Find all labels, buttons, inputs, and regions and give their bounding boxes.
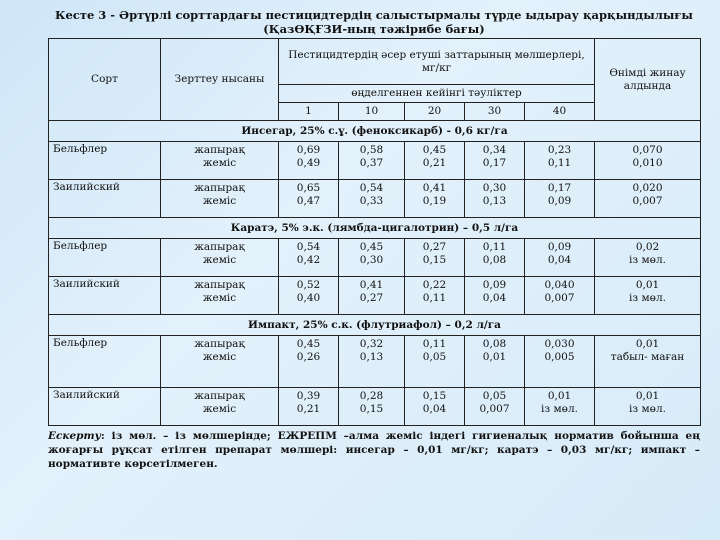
object-cell <box>161 336 279 388</box>
col-object-header: Зерттеу нысаны <box>161 39 279 121</box>
day-value-cell <box>339 388 405 426</box>
pesticide-group-label: Инсегар, 25% с.ұ. (феноксикарб) - 0,6 кг/га <box>49 121 701 142</box>
fruit-value: 0,15 <box>422 254 447 266</box>
day-header: 30 <box>465 103 525 121</box>
day-value-cell <box>279 336 339 388</box>
day-header: 40 <box>525 103 595 121</box>
leaf-value: 0,11 <box>422 338 447 350</box>
leaf-value: 0,070 <box>632 144 663 156</box>
day-value-cell <box>465 239 525 277</box>
leaf-value: 0,08 <box>482 338 507 350</box>
harvest-value-cell <box>595 142 701 180</box>
day-value-cell <box>339 277 405 315</box>
leaf-value: 0,01 <box>635 279 660 291</box>
object-leaf: жапырақ <box>194 390 245 402</box>
fruit-value: 0,11 <box>422 292 447 304</box>
fruit-value: 0,007 <box>632 195 663 207</box>
fruit-value: 0,21 <box>422 157 447 169</box>
day-value-cell <box>405 142 465 180</box>
object-fruit: жеміс <box>202 254 237 266</box>
pesticide-group-label: Каратэ, 5% э.к. (лямбда-цигалотрин) – 0,5 л/га <box>49 218 701 239</box>
fruit-value: 0,007 <box>544 292 575 304</box>
fruit-value: 0,26 <box>296 351 321 363</box>
fruit-value: 0,27 <box>359 292 384 304</box>
day-value-cell <box>405 388 465 426</box>
object-leaf: жапырақ <box>194 182 245 194</box>
day-value-cell <box>279 388 339 426</box>
fruit-value: 0,33 <box>359 195 384 207</box>
leaf-value: 0,05 <box>482 390 507 402</box>
table-row <box>49 336 701 388</box>
sort-name: Бельфлер <box>49 336 161 388</box>
fruit-value: 0,04 <box>482 292 507 304</box>
leaf-value: 0,39 <box>296 390 321 402</box>
day-value-cell <box>465 180 525 218</box>
leaf-value: 0,11 <box>482 241 507 253</box>
day-value-cell <box>405 277 465 315</box>
fruit-value: із мөл. <box>629 254 666 266</box>
leaf-value: 0,09 <box>547 241 572 253</box>
leaf-value: 0,28 <box>359 390 384 402</box>
col-harvest-header: Өнімді жинау алдында <box>595 39 701 121</box>
fruit-value: 0,005 <box>544 351 575 363</box>
day-header: 10 <box>339 103 405 121</box>
day-value-cell <box>279 277 339 315</box>
leaf-value: 0,32 <box>359 338 384 350</box>
leaf-value: 0,01 <box>547 390 572 402</box>
fruit-value: 0,01 <box>482 351 507 363</box>
leaf-value: 0,01 <box>635 338 660 350</box>
leaf-value: 0,02 <box>635 241 660 253</box>
footnote <box>48 429 700 471</box>
document-page <box>48 8 700 538</box>
fruit-value: 0,05 <box>422 351 447 363</box>
harvest-value-cell <box>595 277 701 315</box>
day-value-cell <box>339 142 405 180</box>
table-row <box>49 388 701 426</box>
harvest-value-cell <box>595 388 701 426</box>
day-value-cell <box>405 239 465 277</box>
fruit-value: 0,17 <box>482 157 507 169</box>
leaf-value: 0,27 <box>422 241 447 253</box>
leaf-value: 0,030 <box>544 338 575 350</box>
fruit-value: 0,11 <box>547 157 572 169</box>
day-value-cell <box>465 277 525 315</box>
day-value-cell <box>279 142 339 180</box>
leaf-value: 0,040 <box>544 279 575 291</box>
leaf-value: 0,45 <box>359 241 384 253</box>
table-row <box>49 142 701 180</box>
pesticide-table <box>48 38 701 426</box>
table-row <box>49 239 701 277</box>
day-value-cell <box>279 180 339 218</box>
fruit-value: 0,47 <box>296 195 321 207</box>
fruit-value: 0,19 <box>422 195 447 207</box>
fruit-value: 0,21 <box>296 403 321 415</box>
sort-name: Заилийский <box>49 388 161 426</box>
leaf-value: 0,020 <box>632 182 663 194</box>
leaf-value: 0,15 <box>422 390 447 402</box>
caption-line-2: (ҚазӨҚҒЗИ-ның тәжірибе бағы) <box>263 22 485 36</box>
object-fruit: жеміс <box>202 292 237 304</box>
fruit-value: 0,30 <box>359 254 384 266</box>
fruit-value: 0,007 <box>479 403 510 415</box>
leaf-value: 0,65 <box>296 182 321 194</box>
pesticide-group-label: Импакт, 25% с.к. (флутриафол) – 0,2 л/га <box>49 315 701 336</box>
fruit-value: табыл- маған <box>610 351 685 363</box>
fruit-value: 0,010 <box>632 157 663 169</box>
harvest-value-cell <box>595 180 701 218</box>
day-value-cell <box>279 239 339 277</box>
object-fruit: жеміс <box>202 403 237 415</box>
day-value-cell <box>525 336 595 388</box>
fruit-value: 0,49 <box>296 157 321 169</box>
object-fruit: жеміс <box>202 195 237 207</box>
day-value-cell <box>525 142 595 180</box>
col-sort-header: Сорт <box>49 39 161 121</box>
leaf-value: 0,52 <box>296 279 321 291</box>
sort-name: Бельфлер <box>49 142 161 180</box>
fruit-value: 0,40 <box>296 292 321 304</box>
caption-line-1: Кесте 3 - Әртүрлі сорттардағы пестицидтердің салыстырмалы түрде ыдырау қарқындылығы <box>55 8 693 22</box>
leaf-value: 0,09 <box>482 279 507 291</box>
leaf-value: 0,17 <box>547 182 572 194</box>
day-value-cell <box>339 239 405 277</box>
day-value-cell <box>339 180 405 218</box>
fruit-value: 0,04 <box>422 403 447 415</box>
leaf-value: 0,45 <box>296 338 321 350</box>
day-value-cell <box>465 142 525 180</box>
col-days-header: өңделгеннен кейінгі тәуліктер <box>279 85 595 103</box>
leaf-value: 0,41 <box>359 279 384 291</box>
object-leaf: жапырақ <box>194 144 245 156</box>
object-leaf: жапырақ <box>194 338 245 350</box>
day-value-cell <box>525 277 595 315</box>
leaf-value: 0,45 <box>422 144 447 156</box>
sort-name: Бельфлер <box>49 239 161 277</box>
footnote-label: Ескерту <box>48 430 101 442</box>
day-value-cell <box>525 239 595 277</box>
table-row <box>49 180 701 218</box>
leaf-value: 0,69 <box>296 144 321 156</box>
leaf-value: 0,58 <box>359 144 384 156</box>
object-fruit: жеміс <box>202 351 237 363</box>
table-caption <box>48 8 700 36</box>
fruit-value: 0,13 <box>359 351 384 363</box>
day-value-cell <box>525 388 595 426</box>
fruit-value: 0,09 <box>547 195 572 207</box>
fruit-value: із мөл. <box>629 403 666 415</box>
sort-name: Заилийский <box>49 277 161 315</box>
day-value-cell <box>339 336 405 388</box>
harvest-value-cell <box>595 239 701 277</box>
leaf-value: 0,23 <box>547 144 572 156</box>
fruit-value: 0,04 <box>547 254 572 266</box>
object-cell <box>161 239 279 277</box>
leaf-value: 0,22 <box>422 279 447 291</box>
leaf-value: 0,54 <box>296 241 321 253</box>
day-header: 1 <box>279 103 339 121</box>
day-value-cell <box>465 336 525 388</box>
object-cell <box>161 388 279 426</box>
fruit-value: 0,15 <box>359 403 384 415</box>
leaf-value: 0,30 <box>482 182 507 194</box>
leaf-value: 0,34 <box>482 144 507 156</box>
object-cell <box>161 277 279 315</box>
object-cell <box>161 142 279 180</box>
fruit-value: із мөл. <box>629 292 666 304</box>
table-row <box>49 277 701 315</box>
fruit-value: 0,37 <box>359 157 384 169</box>
fruit-value: 0,13 <box>482 195 507 207</box>
day-value-cell <box>405 180 465 218</box>
leaf-value: 0,54 <box>359 182 384 194</box>
col-dose-header: Пестицидтердің әсер етуші заттарының мөлшерлері, мг/кг <box>279 39 595 85</box>
leaf-value: 0,01 <box>635 390 660 402</box>
leaf-value: 0,41 <box>422 182 447 194</box>
fruit-value: 0,42 <box>296 254 321 266</box>
object-leaf: жапырақ <box>194 279 245 291</box>
footnote-text: : із мөл. – із мөлшерінде; ЕЖРЕПМ –алма жеміс індегі гигиеналық норматив бойынша ең жоғарғы рұқсат етілген препарат мөлшері: инсегар – 0,01 мг/кг; каратэ – 0,03 мг/кг; импакт – нормативте көрсетілмеген. <box>48 430 700 470</box>
day-value-cell <box>525 180 595 218</box>
object-cell <box>161 180 279 218</box>
fruit-value: із мөл. <box>541 403 578 415</box>
sort-name: Заилийский <box>49 180 161 218</box>
day-value-cell <box>465 388 525 426</box>
fruit-value: 0,08 <box>482 254 507 266</box>
object-leaf: жапырақ <box>194 241 245 253</box>
harvest-value-cell <box>595 336 701 388</box>
day-value-cell <box>405 336 465 388</box>
day-header: 20 <box>405 103 465 121</box>
object-fruit: жеміс <box>202 157 237 169</box>
